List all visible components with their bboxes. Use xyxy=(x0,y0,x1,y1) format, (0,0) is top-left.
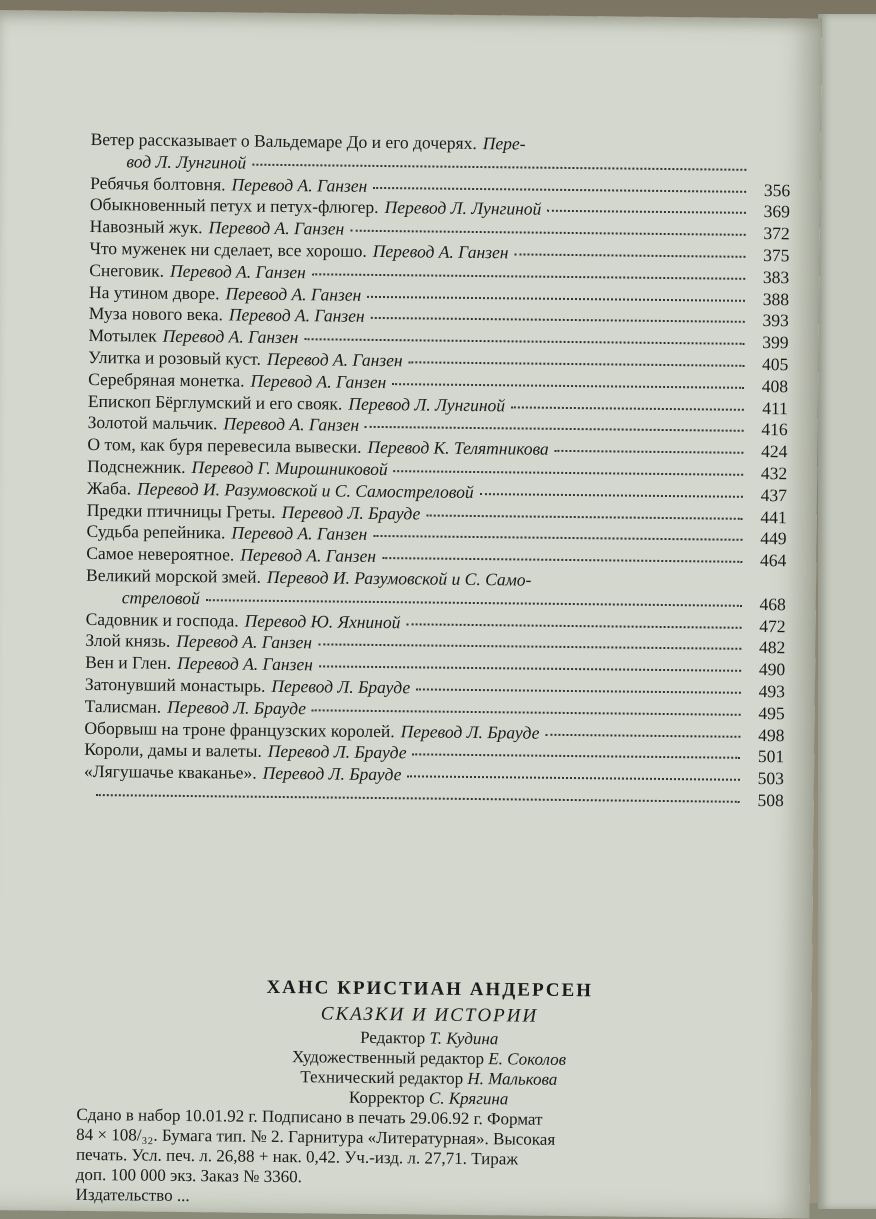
toc-entry-title: Садовник и господа. xyxy=(86,608,239,631)
leader-dots xyxy=(480,493,743,498)
toc-entry-translator: Перевод А. Ганзен xyxy=(231,523,367,546)
toc-entry-title: Снеговик. xyxy=(89,260,164,283)
toc-entry-page: 490 xyxy=(747,659,785,681)
toc-entry-page: 424 xyxy=(749,441,787,463)
toc-entry-title: Подснежник. xyxy=(87,456,186,479)
leader-dots xyxy=(371,317,745,323)
toc-entry-translator: Перевод А. Ганзен xyxy=(223,414,359,437)
toc-entry-page: 432 xyxy=(749,463,787,485)
toc-entry-translator: Перевод Г. Мирошниковой xyxy=(191,457,387,481)
toc-entry-translator: Перевод А. Ганзен xyxy=(208,217,344,240)
publication-line-4: доп. 100 000 экз. Заказ № 3360. xyxy=(68,1165,788,1193)
leader-dots xyxy=(304,338,744,345)
toc-entry-translator: Перевод И. Разумовской и С. Самостреловой xyxy=(137,478,474,503)
imprint xyxy=(67,973,789,1213)
toc-entry-title: Мотылек xyxy=(88,325,156,348)
toc-entry-title: Вен и Глен. xyxy=(85,652,171,675)
toc-entry-page: 472 xyxy=(747,615,785,637)
toc-entry-translator: Перевод Л. Брауде xyxy=(268,741,407,764)
toc-entry-page: 449 xyxy=(748,528,786,550)
toc-entry-title: Улитка и розовый куст. xyxy=(88,347,261,371)
publication-line-2: 84 × 108/₃₂. Бумага тип. № 2. Гарнитура «Литературная». Высокая xyxy=(68,1125,788,1153)
toc-entry-translator: Перевод А. Ганзен xyxy=(240,545,376,568)
art-editor-credit: Художественный редактор Е. Соколов xyxy=(69,1045,789,1073)
leader-dots xyxy=(406,623,741,629)
toc-entry xyxy=(90,129,790,180)
publication-line-5: Издательство ... xyxy=(67,1185,787,1213)
toc-entry-page: 393 xyxy=(751,310,789,332)
toc-entry-title: Предки птичницы Греты. xyxy=(87,499,276,523)
toc-entry-page: 493 xyxy=(747,681,785,703)
toc-entry-page: 369 xyxy=(752,201,790,223)
toc-entry-title: Великий морской змей. xyxy=(86,565,261,587)
toc-entry-page: 468 xyxy=(748,594,786,616)
toc-entry-translator: Перевод А. Ганзен xyxy=(170,261,306,284)
toc-entry-translator: Перевод И. Разумовской и С. Само- xyxy=(267,567,532,590)
toc-entry-title: Серебряная монетка. xyxy=(88,369,245,392)
toc-entry-translator-cont: вод Л. Лунгиной xyxy=(126,151,246,174)
toc-entry-page: 482 xyxy=(747,637,785,659)
toc-entry-title: Оборвыш на троне французских королей. xyxy=(84,717,394,742)
toc-entry-translator: Перевод А. Ганзен xyxy=(267,349,403,372)
leader-dots xyxy=(514,253,745,257)
toc-entry-page: 503 xyxy=(746,768,784,790)
leader-dots xyxy=(318,644,741,650)
leader-dots xyxy=(312,273,745,280)
toc-entry-title: Муза нового века. xyxy=(89,303,223,326)
leader-dots xyxy=(409,361,745,367)
next-page-edge xyxy=(818,14,876,1209)
toc-entry-page: 464 xyxy=(748,550,786,572)
leader-dots xyxy=(252,163,746,170)
toc-entry-title: Талисман. xyxy=(85,696,162,719)
leader-dots xyxy=(392,383,744,389)
toc-entry-translator: Перевод Л. Лунгиной xyxy=(385,197,542,220)
toc-entry-page: 408 xyxy=(750,376,788,398)
toc-entry-page: 416 xyxy=(750,419,788,441)
toc-entry-page: 441 xyxy=(749,506,787,528)
leader-dots xyxy=(511,406,744,410)
toc-entry-translator: Перевод Л. Брауде xyxy=(281,502,420,525)
toc-entry-title: Злой князь. xyxy=(85,630,170,653)
toc-entry-translator: Перевод А. Ганзен xyxy=(225,283,361,306)
leader-dots xyxy=(312,709,741,715)
leader-dots xyxy=(407,775,740,780)
leader-dots xyxy=(555,450,744,454)
toc-entry-translator: Перевод А. Ганзен xyxy=(231,174,367,197)
proofreader-credit: Корректор С. Крягина xyxy=(69,1085,789,1113)
toc-entry-page: 411 xyxy=(750,397,788,419)
toc-entry-page: 501 xyxy=(746,746,784,768)
toc-entry-title: Обыкновенный петух и петух-флюгер. xyxy=(90,194,379,219)
toc-entry-translator: Перевод А. Ганзен xyxy=(373,241,509,264)
toc-entry xyxy=(86,565,786,616)
toc-entry-page: 356 xyxy=(752,179,790,201)
toc-entry-title: Короли, дамы и валеты. xyxy=(84,739,262,763)
toc-entry-translator: Перевод К. Телятникова xyxy=(367,437,548,461)
leader-dots xyxy=(373,187,746,193)
toc-entry-translator: Перевод А. Ганзен xyxy=(250,370,386,393)
toc-entry-translator: Перевод Л. Брауде xyxy=(271,676,410,699)
toc-entry-page: 375 xyxy=(751,245,789,267)
toc-entry-translator: Перевод Л. Брауде xyxy=(167,697,306,720)
toc-entry-translator: Перевод А. Ганзен xyxy=(176,631,312,654)
book-title: СКАЗКИ И ИСТОРИИ xyxy=(69,998,789,1033)
toc-entry-title: Что муженек ни сделает, все хорошо. xyxy=(89,238,366,263)
toc-entry-title: Ребячья болтовня. xyxy=(90,173,226,196)
publication-line-1: Сдано в набор 10.01.92 г. Подписано в печать 29.06.92 г. Формат xyxy=(68,1105,788,1133)
leader-dots xyxy=(416,688,741,693)
table-of-contents xyxy=(84,129,791,812)
leader-dots xyxy=(547,210,746,214)
leader-dots xyxy=(350,230,745,236)
leader-dots xyxy=(545,733,740,737)
toc-entry-translator-cont: стреловой xyxy=(122,587,200,610)
toc-entry-page: 498 xyxy=(746,724,784,746)
toc-entry-title: На утином дворе. xyxy=(89,282,220,305)
toc-entry-title: Навозный жук. xyxy=(90,216,203,239)
toc-entry-title: Жаба. xyxy=(87,478,131,500)
leader-dots xyxy=(96,794,740,803)
toc-entry-translator: Перевод Ю. Яхниной xyxy=(245,610,401,633)
toc-entry-page: 388 xyxy=(751,288,789,310)
toc-entry-title: О том, как буря перевесила вывески. xyxy=(87,434,361,459)
book-page xyxy=(0,10,822,1219)
tech-editor-credit: Технический редактор Н. Малькова xyxy=(69,1065,789,1093)
leader-dots xyxy=(426,514,742,519)
toc-entry-translator: Перевод Л. Брауде xyxy=(263,763,402,786)
toc-entry-title: Самое невероятное. xyxy=(86,543,234,566)
toc-entry-page: 372 xyxy=(752,223,790,245)
toc-entry-page: 405 xyxy=(750,354,788,376)
toc-entry-title: Епископ Бёрглумский и его свояк. xyxy=(88,391,343,415)
toc-entry-page: 437 xyxy=(749,485,787,507)
leader-dots xyxy=(206,599,742,607)
toc-entry-translator: Перевод А. Ганзен xyxy=(163,326,299,349)
toc-entry-translator: Пере- xyxy=(483,133,526,153)
toc-entry-title: «Лягушачье кваканье». xyxy=(84,761,257,785)
toc-entry-translator: Перевод Л. Брауде xyxy=(401,721,540,744)
leader-dots xyxy=(365,426,744,432)
leader-dots xyxy=(394,470,744,476)
toc-entry-page: 399 xyxy=(750,332,788,354)
author-name: ХАНС КРИСТИАН АНДЕРСЕН xyxy=(70,973,790,1006)
leader-dots xyxy=(373,535,742,541)
toc-entry-page: 495 xyxy=(747,703,785,725)
leader-dots xyxy=(382,557,742,563)
toc-entry-title: Затонувший монастырь. xyxy=(85,674,266,698)
leader-dots xyxy=(413,754,741,759)
toc-entry-page: 508 xyxy=(746,790,784,812)
editor-credit: Редактор Т. Кудина xyxy=(69,1025,789,1053)
leader-dots xyxy=(319,665,741,671)
toc-entry-translator: Перевод Л. Лунгиной xyxy=(348,393,505,416)
toc-entry-translator: Перевод А. Ганзен xyxy=(177,653,313,676)
publication-line-3: печать. Усл. печ. л. 26,88 + нак. 0,42. Уч.-изд. л. 27,71. Тираж xyxy=(68,1145,788,1173)
toc-entry-page: 383 xyxy=(751,267,789,289)
leader-dots xyxy=(367,295,745,301)
toc-entry-translator: Перевод А. Ганзен xyxy=(229,305,365,328)
toc-entry-title: Судьба репейника. xyxy=(86,521,225,544)
toc-entry-title: Ветер рассказывает о Вальдемаре До и его дочерях. xyxy=(91,129,477,153)
toc-entry-title: Золотой мальчик. xyxy=(88,412,218,435)
